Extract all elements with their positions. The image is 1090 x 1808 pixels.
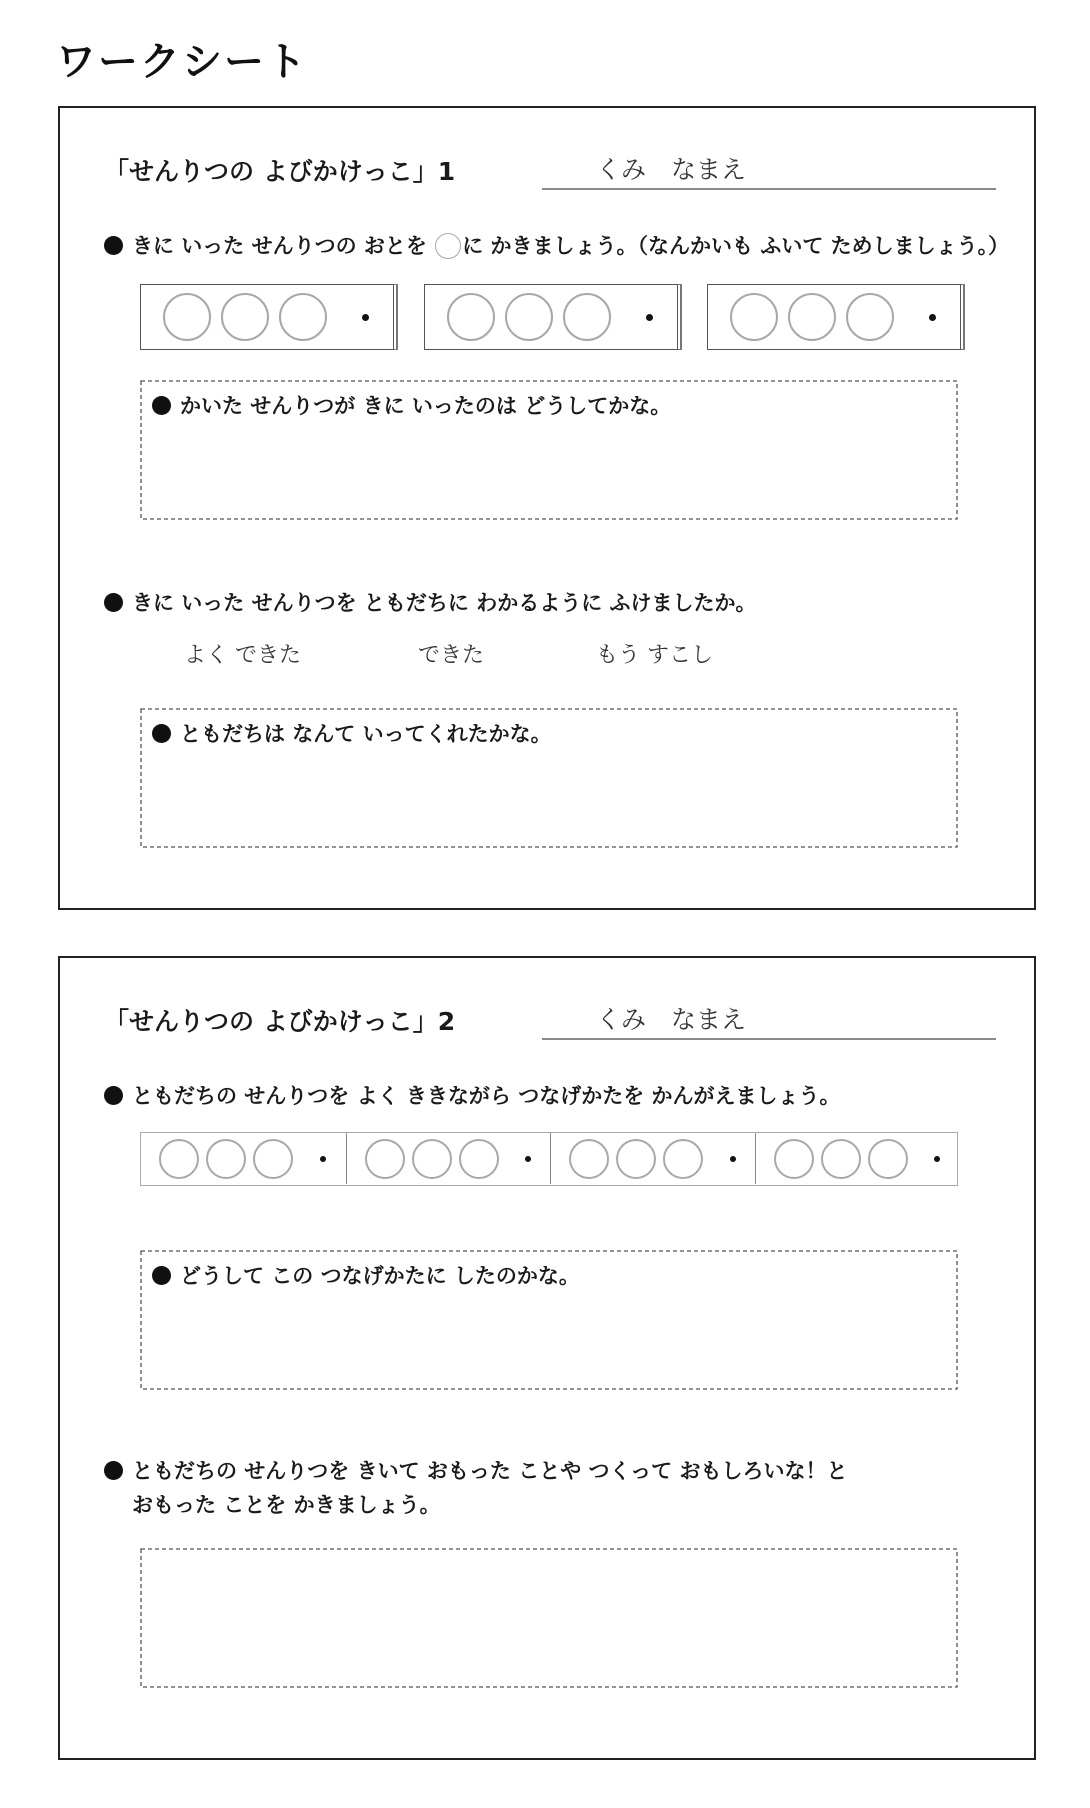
- note-circle[interactable]: [365, 1139, 405, 1179]
- note-circle[interactable]: [616, 1139, 656, 1179]
- note-circle[interactable]: [159, 1139, 199, 1179]
- box-title: どうして この つなげかたに したのかな。: [152, 1260, 580, 1290]
- note-circle[interactable]: [774, 1139, 814, 1179]
- bullet-icon: [104, 1086, 123, 1105]
- rest-dot: [320, 1156, 326, 1162]
- melody-cell-4[interactable]: [755, 1133, 960, 1184]
- rest-dot: [646, 314, 653, 321]
- rest-dot: [934, 1156, 940, 1162]
- bullet-icon: [104, 1461, 123, 1480]
- sheet-title: 「せんりつの よびかけっこ」1: [104, 157, 456, 186]
- page-title: ワークシート: [56, 39, 308, 85]
- rest-dot: [525, 1156, 531, 1162]
- melody-cell-2[interactable]: [346, 1133, 551, 1184]
- class-name-field[interactable]: [542, 1000, 996, 1040]
- note-circle[interactable]: [730, 293, 778, 341]
- note-circle[interactable]: [788, 293, 836, 341]
- bullet-icon: [152, 1266, 171, 1285]
- worksheet-1: [58, 106, 1036, 910]
- question-connect-melodies: ともだちの せんりつを よく ききながら つなげかたを かんがえましょう。: [104, 1079, 841, 1113]
- class-name-field[interactable]: [542, 150, 996, 190]
- note-circle[interactable]: [868, 1139, 908, 1179]
- class-name-label: くみ なまえ: [596, 155, 747, 184]
- box-title: かいた せんりつが きに いったのは どうしてかな。: [152, 390, 671, 420]
- sheet-title: 「せんりつの よびかけっこ」2: [104, 1007, 456, 1036]
- bullet-icon: [104, 593, 123, 612]
- bullet-icon: [152, 396, 171, 415]
- note-circle[interactable]: [821, 1139, 861, 1179]
- question-write-melody: きに いった せんりつの おとを に かきましょう。（なんかいも ふいて ためしましょう。）: [104, 229, 1009, 263]
- circle-icon: [435, 233, 461, 259]
- note-circle[interactable]: [206, 1139, 246, 1179]
- worksheet-2: [58, 956, 1036, 1760]
- melody-cell-1[interactable]: [141, 1133, 346, 1184]
- connection-reason-box[interactable]: [140, 1250, 958, 1390]
- note-circle[interactable]: [279, 293, 327, 341]
- melody-group-2[interactable]: [424, 284, 678, 350]
- melody-strip: [140, 1132, 958, 1186]
- impressions-answer-box[interactable]: [140, 1548, 958, 1688]
- rest-dot: [362, 314, 369, 321]
- bullet-icon: [104, 236, 123, 255]
- note-circle[interactable]: [505, 293, 553, 341]
- dashed-border: [140, 1548, 958, 1688]
- melody-cell-3[interactable]: [550, 1133, 755, 1184]
- box-title: ともだちは なんて いってくれたかな。: [152, 718, 552, 748]
- note-circle[interactable]: [163, 293, 211, 341]
- note-circle[interactable]: [253, 1139, 293, 1179]
- question-play-for-friends: きに いった せんりつを ともだちに わかるように ふけましたか。: [104, 586, 757, 620]
- rating-good[interactable]: できた: [418, 643, 485, 668]
- note-circle[interactable]: [459, 1139, 499, 1179]
- question-impressions-line2: おもった ことを かきましょう。: [132, 1493, 441, 1517]
- note-circle[interactable]: [563, 293, 611, 341]
- rest-dot: [929, 314, 936, 321]
- rating-needs-work[interactable]: もう すこし: [596, 643, 713, 668]
- question-impressions: ともだちの せんりつを きいて おもった ことや つくって おもしろいな！と: [104, 1454, 847, 1488]
- bullet-icon: [152, 724, 171, 743]
- melody-group-3[interactable]: [707, 284, 961, 350]
- friend-feedback-box[interactable]: [140, 708, 958, 848]
- melody-group-1[interactable]: [140, 284, 394, 350]
- self-rating-options: [184, 638, 884, 672]
- note-circle[interactable]: [569, 1139, 609, 1179]
- note-circle[interactable]: [221, 293, 269, 341]
- rest-dot: [730, 1156, 736, 1162]
- class-name-label: くみ なまえ: [596, 1005, 747, 1034]
- note-circle[interactable]: [846, 293, 894, 341]
- rating-very-good[interactable]: よく できた: [184, 643, 301, 668]
- note-circle[interactable]: [412, 1139, 452, 1179]
- note-circle[interactable]: [663, 1139, 703, 1179]
- reason-answer-box[interactable]: [140, 380, 958, 520]
- note-circle[interactable]: [447, 293, 495, 341]
